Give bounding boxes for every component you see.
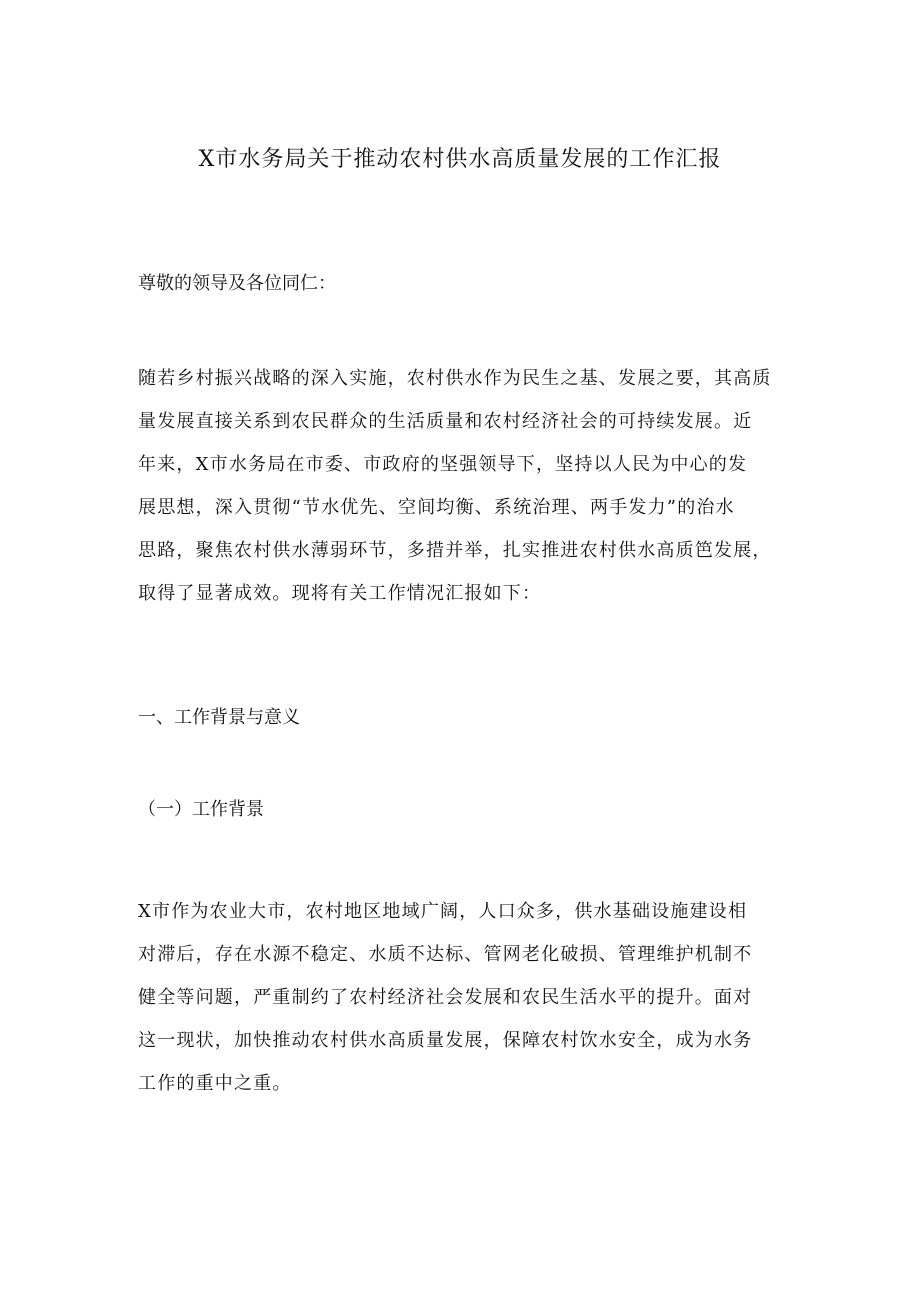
paragraph-line: 工作的重中之重。 (138, 1073, 292, 1094)
paragraph-line: 年来，X市水务局在市委、市政府的坚强领导下，坚持以人民为中心的发 (138, 454, 748, 475)
background-paragraph (138, 890, 798, 1105)
paragraph-line: 量发展直接关系到农民群众的生活质量和农村经济社会的可持续发展。近 (138, 411, 753, 432)
paragraph-line: 对滞后，存在水源不稳定、水质不达标、管网老化破损、管理维护机制不 (138, 944, 753, 965)
subsection-heading: （一）工作背景 (138, 799, 264, 820)
document-title: X市水务局关于推动农村供水高质量发展的工作汇报 (198, 147, 722, 172)
salutation: 尊敬的领导及各位同仁： (138, 273, 336, 294)
paragraph-line: 健全等问题，严重制约了农村经济社会发展和农民生活水平的提升。面对 (138, 987, 753, 1008)
paragraph-line: 展思想，深入贯彻“节水优先、空间均衡、系统治理、两手发力”的治水 (138, 497, 735, 518)
paragraph-line: 取得了显著成效。现将有关工作情况汇报如下： (138, 583, 542, 604)
paragraph-line: 随若乡村振兴战略的深入实施，农村供水作为民生之基、发展之要，其高质 (138, 368, 772, 389)
paragraph-line: 这一现状，加快推动农村供水高质量发展，保障农村饮水安全，成为水务 (138, 1030, 753, 1051)
intro-paragraph (138, 357, 798, 615)
paragraph-line: 思路，聚焦农村供水薄弱环节，多措并举，扎实推进农村供水高质笆发展， (138, 540, 772, 561)
paragraph-line: X市作为农业大市，农村地区地域广阔，人口众多，供水基础设施建设相 (138, 901, 748, 922)
section-heading: 一、工作背景与意义 (138, 707, 300, 728)
